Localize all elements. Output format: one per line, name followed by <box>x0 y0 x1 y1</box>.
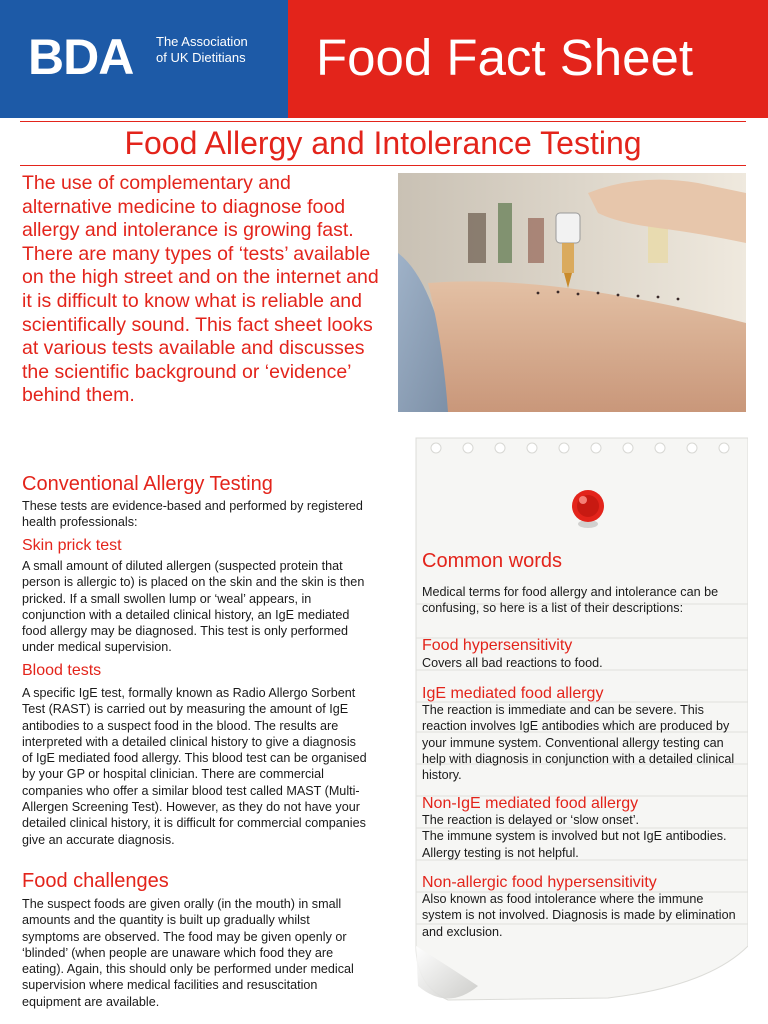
logo-subtitle-line1: The Association <box>156 34 248 49</box>
definition-non-allergic: Also known as food intolerance where the immune system is not involved. Diagnosis is made by elimination and exclusion. <box>422 892 736 939</box>
skin-prick-photo-illustration <box>398 173 746 412</box>
header-banner <box>0 0 768 118</box>
section-heading-conventional: Conventional Allergy Testing <box>22 473 273 495</box>
common-words-title: Common words <box>422 550 563 572</box>
title-rule-bottom <box>20 165 746 166</box>
conventional-text: These tests are evidence-based and performed by registered health professionals: <box>22 499 363 530</box>
document-title: Food Allergy and Intolerance Testing <box>124 125 642 161</box>
definition-ige-mediated: The reaction is immediate and can be severe. This reaction involves IgE antibodies which are produced by your immune system. Conventional allergy testing can help with diagnosis in conjunction with a detailed clinical history. <box>422 703 735 783</box>
logo-panel <box>0 0 288 118</box>
term-non-allergic: Non-allergic food hypersensitivity <box>422 874 657 891</box>
common-words-intro: Medical terms for food allergy and intolerance can be confusing, so here is a list of their descriptions: <box>422 585 719 616</box>
section-heading-blood-tests: Blood tests <box>22 662 102 679</box>
logo-subtitle-line2: of UK Dietitians <box>156 50 246 65</box>
section-heading-food-challenges: Food challenges <box>22 870 169 892</box>
food-challenges-text: The suspect foods are given orally (in the mouth) in small amounts and the quantity is built up gradually whilst symptoms are observed. The food may be given openly or ‘blinded’ (when people are unaware which food they are eating). Again, this should only be performed under medical supervision where medical facilities and resuscitation equipment are available. <box>22 897 354 1009</box>
definition-food-hypersensitivity: Covers all bad reactions to food. <box>422 656 603 670</box>
intro-paragraph: The use of complementary and alternative medicine to diagnose food allergy and intolerance is growing fast. There are many types of ‘tests’ available on the high street and on the internet and it is difficult to know what is reliable and scientifically sound. This fact sheet looks at various tests available and discusses the scientific background or ‘evidence’ behind them. <box>22 172 379 407</box>
term-ige-mediated: IgE mediated food allergy <box>422 685 604 702</box>
section-heading-skin-prick: Skin prick test <box>22 537 122 554</box>
skin-prick-test-photo <box>398 173 746 412</box>
definition-non-ige-mediated: The reaction is delayed or ‘slow onset’. The immune system is involved but not IgE antibodies. Allergy testing is not helpful. <box>422 813 727 860</box>
bda-logo: BDA <box>28 29 134 85</box>
fact-sheet-title: Food Fact Sheet <box>316 29 694 86</box>
term-non-ige-mediated: Non-IgE mediated food allergy <box>422 795 639 812</box>
blood-tests-text: A specific IgE test, formally known as Radio Allergo Sorbent Test (RAST) is carried out by measuring the amount of IgE antibodies to a suspect food in the blood. The results are interpreted with a detailed clinical history to give a diagnosis of IgE mediated food allergy. This blood test can be organised by your GP or hospital clinician. There are commercial companies who offer a similar blood test called MAST (Multi-Allergen Screening Test). However, as they do not have your detailed clinical history, it is difficult for commercial companies give an accurate diagnosis. <box>22 686 367 847</box>
pushpin-icon <box>570 486 606 530</box>
logo-subtitle <box>156 34 248 66</box>
skin-prick-text: A small amount of diluted allergen (suspected protein that person is allergic to) is placed on the skin and the skin is then pricked. If a small swollen lump or ‘weal’ appears, in conjunction with a detailed clinical history, an IgE mediated food allergy may be diagnosed. This test is only performed under medical supervision. <box>22 559 365 655</box>
term-food-hypersensitivity: Food hypersensitivity <box>422 637 573 654</box>
